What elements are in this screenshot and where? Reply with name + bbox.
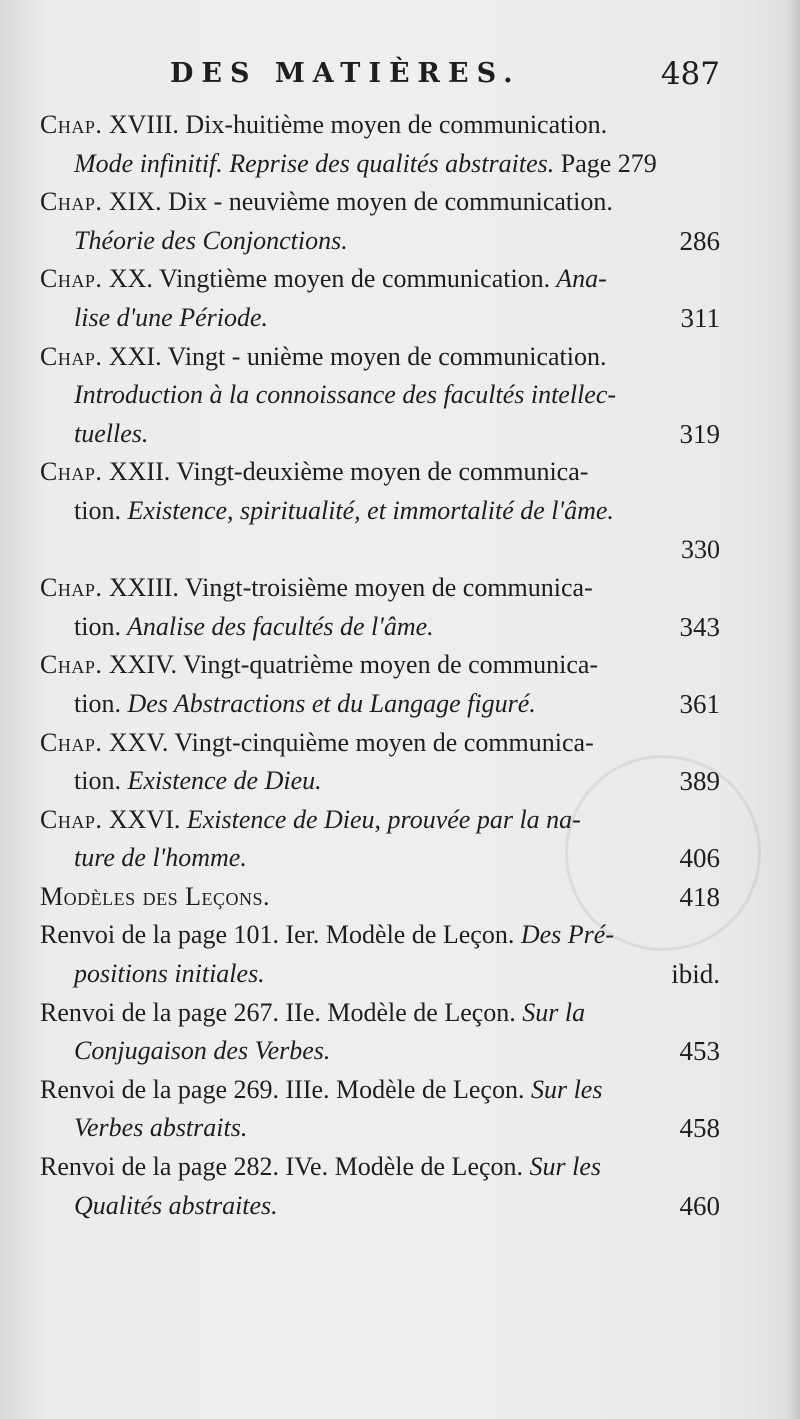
entry-heading: Renvoi de la page 282. IVe. Modèle de Leçon. Sur les xyxy=(40,1152,602,1182)
entry-heading: Chap. XX. Vingtième moyen de communication. Ana- xyxy=(40,264,607,294)
entry-page: 389 xyxy=(679,766,720,797)
entry-continuation: Verbes abstraits. 458 xyxy=(40,1109,720,1148)
toc-entry-chap-19 xyxy=(40,183,720,260)
entry-continuation: Introduction à la connoissance des facultés intellec- xyxy=(74,380,617,410)
running-head xyxy=(40,56,720,100)
entry-continuation: tion. Existence, spiritualité, et immortalité de l'âme. xyxy=(74,495,614,525)
toc-entry-chap-26 xyxy=(40,801,720,878)
entry-continuation: lise d'une Période. 311 xyxy=(40,299,720,338)
entry-page: 418 xyxy=(679,881,720,912)
toc-entry-chap-18 xyxy=(40,106,720,183)
entry-page: 458 xyxy=(679,1113,720,1144)
entry-heading: Chap. XXIII. Vingt-troisième moyen de communica- xyxy=(40,573,593,603)
toc-entry-chap-24 xyxy=(40,646,720,723)
entry-heading: Chap. XXII. Vingt-deuxième moyen de communica- xyxy=(40,457,589,487)
entry-heading: Chap. XIX. Dix - neuvième moyen de communication. xyxy=(40,187,613,217)
toc-entry-renvoi-267 xyxy=(40,994,720,1071)
toc-entry-chap-20 xyxy=(40,260,720,337)
toc-entry-modeles xyxy=(40,878,720,917)
entry-heading: Renvoi de la page 267. IIe. Modèle de Leçon. Sur la xyxy=(40,997,586,1027)
entry-continuation: Théorie des Conjonctions. 286 xyxy=(40,222,720,261)
table-of-contents xyxy=(40,106,720,1225)
entry-continuation: tion. Existence de Dieu. 389 xyxy=(40,762,720,801)
entry-heading: Chap. XXIV. Vingt-quatrième moyen de communica- xyxy=(40,650,599,680)
entry-continuation: Qualités abstraites. 460 xyxy=(40,1187,720,1226)
entry-continuation: positions initiales. ibid. xyxy=(40,955,720,994)
toc-entry-chap-22 xyxy=(40,453,720,569)
entry-page: 453 xyxy=(679,1036,720,1067)
entry-heading: Renvoi de la page 101. Ier. Modèle de Leçon. Des Pré- xyxy=(40,920,614,950)
entry-continuation: Mode infinitif. Reprise des qualités abstraites. Page 279 xyxy=(74,148,657,178)
toc-entry-chap-23 xyxy=(40,569,720,646)
page-number: 487 xyxy=(660,56,720,92)
entry-heading: Chap. XXVI. Existence de Dieu, prouvée par la na- xyxy=(40,804,581,834)
entry-page: 361 xyxy=(679,688,720,719)
toc-entry-renvoi-269 xyxy=(40,1071,720,1148)
entry-page: 343 xyxy=(679,611,720,642)
entry-continuation: tion. Analise des facultés de l'âme. 343 xyxy=(40,608,720,647)
entry-heading: Modèles des Leçons. 418 xyxy=(40,878,720,917)
entry-page: 330 xyxy=(681,534,720,564)
toc-entry-renvoi-282 xyxy=(40,1148,720,1225)
toc-entry-chap-25 xyxy=(40,724,720,801)
entry-page: 460 xyxy=(679,1190,720,1221)
page-edge-shadow xyxy=(786,0,800,1419)
toc-entry-renvoi-101 xyxy=(40,916,720,993)
entry-heading: Chap. XXI. Vingt - unième moyen de communication. xyxy=(40,341,607,371)
running-title: DES MATIÈRES. xyxy=(170,58,521,89)
entry-continuation: tuelles. 319 xyxy=(40,415,720,454)
entry-heading: Chap. XVIII. Dix-huitième moyen de communication. xyxy=(40,110,608,139)
entry-page: 319 xyxy=(679,418,720,449)
entry-heading: Chap. XXV. Vingt-cinquième moyen de communica- xyxy=(40,727,594,757)
entry-continuation: ture de l'homme. 406 xyxy=(40,839,720,878)
entry-page: 406 xyxy=(679,843,720,874)
entry-page: 311 xyxy=(680,302,720,333)
entry-continuation: Conjugaison des Verbes. 453 xyxy=(40,1032,720,1071)
toc-entry-chap-21 xyxy=(40,338,720,454)
entry-page: ibid. xyxy=(671,959,720,990)
entry-page: 286 xyxy=(679,225,720,256)
entry-continuation: tion. Des Abstractions et du Langage figuré. 361 xyxy=(40,685,720,724)
entry-heading: Renvoi de la page 269. IIIe. Modèle de Leçon. Sur les xyxy=(40,1074,603,1104)
